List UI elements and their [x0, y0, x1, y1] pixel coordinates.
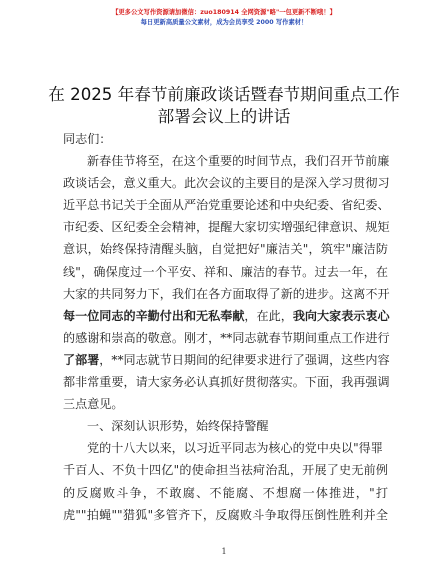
promo-banner [0, 8, 448, 28]
paragraph-line: 市纪委、区纪委全会精神，提醒大家切实增强纪律意识、规矩 [63, 220, 390, 235]
page-number: 1 [221, 547, 227, 556]
title-line-2: 部署会议上的讲话 [157, 107, 291, 126]
paragraph-line: 大家的共同努力下，我们在各方面取得了新的进步。这离不开 [63, 286, 390, 301]
paragraph-line: 近平总书记关于全面从严治党重要论述和中央纪委、省纪委、 [63, 198, 390, 213]
paragraph-line: 都非常重要，请大家务必认真抓好贯彻落实。下面，我再强调 [63, 375, 390, 390]
bold-phrase: 每一位同志的辛勤付出和无私奉献 [63, 308, 245, 323]
paragraph-line: 新春佳节将至，在这个重要的时间节点，我们召开节前廉 [87, 154, 390, 169]
paragraph-line: 千百人、不负十四亿"的使命担当祛疴治乱，开展了史无前例 [63, 463, 388, 478]
document-title [40, 84, 408, 128]
section-heading: 一、深刻认识形势，始终保持警醒 [87, 419, 269, 434]
plain-phrase: ，在此， [244, 308, 293, 323]
paragraph-line: 三点意见。 [63, 397, 124, 412]
plain-phrase: ，**同志就节日期间的纪律要求进行了强调，这些内容 [99, 352, 390, 367]
paragraph-line: 党的十八大以来，以习近平同志为核心的党中央以"得罪 [87, 441, 383, 456]
paragraph-line: 政谈话会，意义重大。此次会议的主要目的是深入学习贯彻习 [63, 176, 390, 191]
document-body [63, 128, 388, 526]
salutation: 同志们： [63, 132, 112, 146]
promo-banner-line-1: 【更多公文写作资源请加微信：zuo180914 全网资源"略"一包更新不断哦！】 [112, 9, 336, 16]
paragraph-line: 的感谢和崇高的敬意。刚才，**同志就春节期间重点工作进行 [63, 330, 390, 345]
bold-phrase: 了部署 [63, 352, 100, 367]
paragraph-line [63, 305, 388, 327]
paragraph-line: 的反腐败斗争，不敢腐、不能腐、不想腐一体推进，"打 [63, 485, 388, 500]
paragraph-line: 虎""拍蝇""猎狐"多管齐下，反腐败斗争取得压倒性胜利并全 [63, 507, 388, 522]
bold-phrase: 我向大家表示衷心 [292, 308, 390, 323]
title-line-1: 在 2025 年春节前廉政谈话暨春节期间重点工作 [48, 85, 400, 104]
paragraph-line [63, 349, 388, 371]
paragraph-line: 线"，确保度过一个平安、祥和、廉洁的春节。过去一年，在 [63, 264, 388, 279]
paragraph-line: 意识，始终保持清醒头脑，自觉把好"廉洁关"，筑牢"廉洁防 [63, 242, 388, 257]
promo-banner-line-2: 每日更新高质量公文素材，成为会员享受 2000 写作素材！ [140, 19, 308, 26]
